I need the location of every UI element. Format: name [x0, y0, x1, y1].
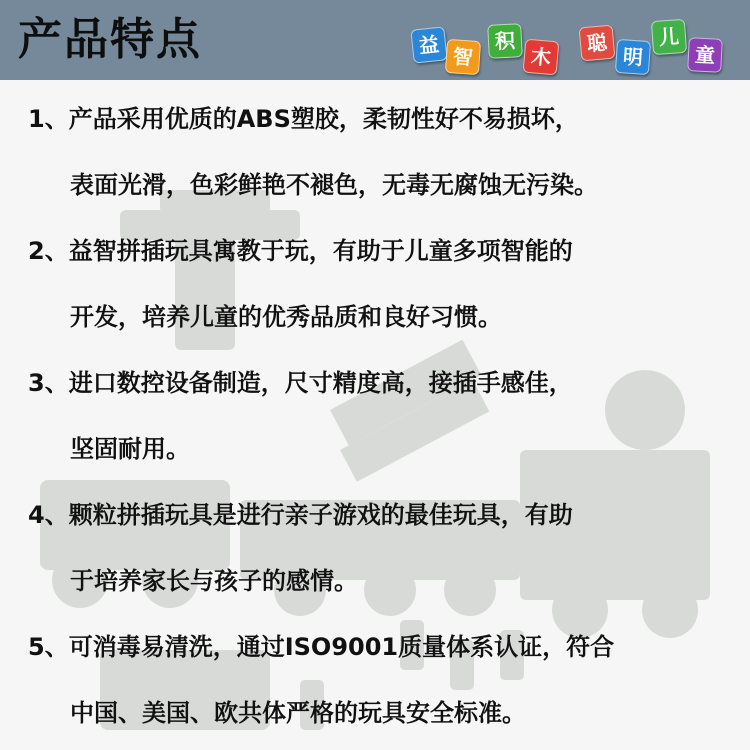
- feature-list: [0, 80, 750, 750]
- feature-3-text-line-1: 进口数控设备制造，尺寸精度高，接插手感佳，: [68, 369, 573, 397]
- feature-4-line-2: [70, 564, 750, 598]
- feature-2-line-2: [70, 300, 750, 334]
- feature-2-number: 2、: [28, 237, 69, 265]
- feature-4-text-line-2: 于培养家长与孩子的感情。: [70, 567, 358, 595]
- slogan-tile-4: 木: [523, 39, 560, 76]
- header-bar: [0, 0, 750, 80]
- slogan-tile-1: 益: [410, 26, 447, 63]
- feature-5-line-2: [70, 696, 750, 730]
- feature-4-line-1: [28, 498, 750, 532]
- feature-1-line-2: [70, 168, 750, 202]
- slogan-tile-3: 积: [487, 23, 523, 59]
- feature-2-text-line-1: 益智拼插玩具寓教于玩，有助于儿童多项智能的: [68, 237, 573, 265]
- feature-3-text-line-2: 坚固耐用。: [70, 435, 190, 463]
- feature-2-text-line-2: 开发，培养儿童的优秀品质和良好习惯。: [70, 303, 502, 331]
- slogan-tile-5: 聪: [579, 25, 616, 62]
- slogan-tile-8: 童: [687, 37, 723, 73]
- feature-3-number: 3、: [28, 369, 69, 397]
- feature-1-text-line-1: 产品采用优质的ABS塑胶，柔韧性好不易损坏，: [68, 105, 579, 133]
- feature-5-line-1: [28, 630, 750, 664]
- feature-3-line-2: [70, 432, 750, 466]
- feature-4-text-line-1: 颗粒拼插玩具是进行亲子游戏的最佳玩具，有助: [68, 501, 573, 529]
- feature-1-text-line-2: 表面光滑，色彩鲜艳不褪色，无毒无腐蚀无污染。: [70, 171, 598, 199]
- slogan-block-tiles: [0, 0, 750, 80]
- page-title: 产品特点: [18, 14, 202, 65]
- feature-4-number: 4、: [28, 501, 69, 529]
- slogan-tile-2: 智: [445, 39, 481, 75]
- feature-3-line-1: [28, 366, 750, 400]
- feature-5-text-line-1: 可消毒易清洗，通过ISO9001质量体系认证，符合: [68, 633, 615, 661]
- feature-1-number: 1、: [28, 105, 69, 133]
- slogan-tile-6: 明: [615, 39, 651, 75]
- feature-5-text-line-2: 中国、美国、欧共体严格的玩具安全标准。: [70, 699, 526, 727]
- slogan-tile-7: 儿: [651, 19, 687, 55]
- feature-1-line-1: [28, 102, 750, 136]
- feature-5-number: 5、: [28, 633, 69, 661]
- feature-2-line-1: [28, 234, 750, 268]
